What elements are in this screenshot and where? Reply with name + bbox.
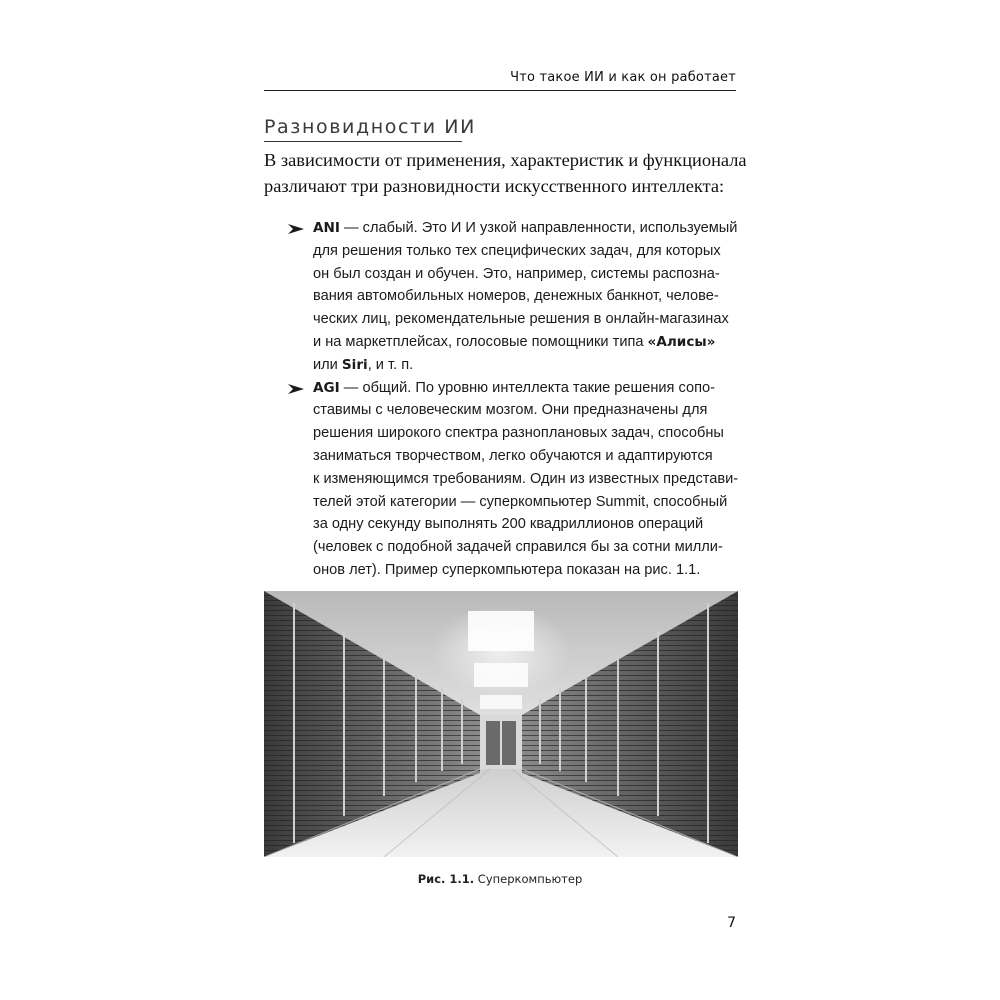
figure-text: Суперкомпьютер [474, 872, 583, 886]
bullet-line: для решения только тех специфических задач, для которых [313, 242, 721, 259]
section-title: Разновидности ИИ [264, 116, 476, 138]
bullet-line: (человек с подобной задачей справился бы за сотни милли- [313, 539, 723, 556]
figure-label: Рис. 1.1. [417, 872, 475, 886]
bullet-line: решения широкого спектра разноплановых задач, способны [313, 425, 724, 442]
bullet-line: и на маркетплейсах, голосовые помощники типа «Алисы» [313, 333, 716, 350]
bullet-line: ANI — слабый. Это И И узкой направленности, используемый [313, 220, 738, 236]
bullet-line: ставимы с человеческим мозгом. Они предназначены для [313, 402, 708, 419]
bullet-line: за одну секунду выполнять 200 квадриллионов операций [313, 516, 704, 533]
bullet-line: телей этой категории — суперкомпьютер Summit, способный [313, 493, 728, 510]
intro-line: В зависимости от применения, характеристик и функционала [264, 150, 747, 170]
figure-caption [0, 872, 1000, 886]
intro-paragraph [264, 147, 747, 199]
bullet-line: AGI — общий. По уровню интеллекта такие решения сопо- [313, 379, 715, 396]
section-title-rule [264, 141, 462, 142]
arrow-bullet-icon [288, 222, 304, 236]
bullet-line: онов лет). Пример суперкомпьютера показан на рис. 1.1. [313, 561, 701, 578]
supercomputer-photo [264, 591, 738, 857]
bullet-list [264, 217, 738, 582]
page-number: 7 [727, 915, 736, 931]
bullet-line: ческих лиц, рекомендательные решения в онлайн-магазинах [313, 311, 729, 328]
running-head: Что такое ИИ и как он работает [510, 70, 736, 85]
bullet-line: заниматься творчеством, легко обучаются и адаптируются [313, 447, 713, 464]
bullet-line: вания автомобильных номеров, денежных банкнот, челове- [313, 288, 719, 305]
header-rule [264, 90, 736, 91]
term-alice: «Алисы» [647, 333, 716, 350]
bullet-line: к изменяющимся требованиям. Один из известных представи- [313, 470, 739, 487]
bullet-line: или Siri, и т. п. [313, 356, 414, 373]
arrow-bullet-icon [288, 382, 304, 396]
bullet-agi [264, 377, 738, 582]
bullet-line: он был создан и обучен. Это, например, системы распозна- [313, 265, 720, 282]
intro-line: различают три разновидности искусственного интеллекта: [264, 176, 725, 196]
term-ani: ANI [313, 220, 340, 236]
bullet-ani [264, 217, 738, 377]
term-agi: AGI [313, 379, 340, 396]
term-siri: Siri [341, 356, 368, 373]
